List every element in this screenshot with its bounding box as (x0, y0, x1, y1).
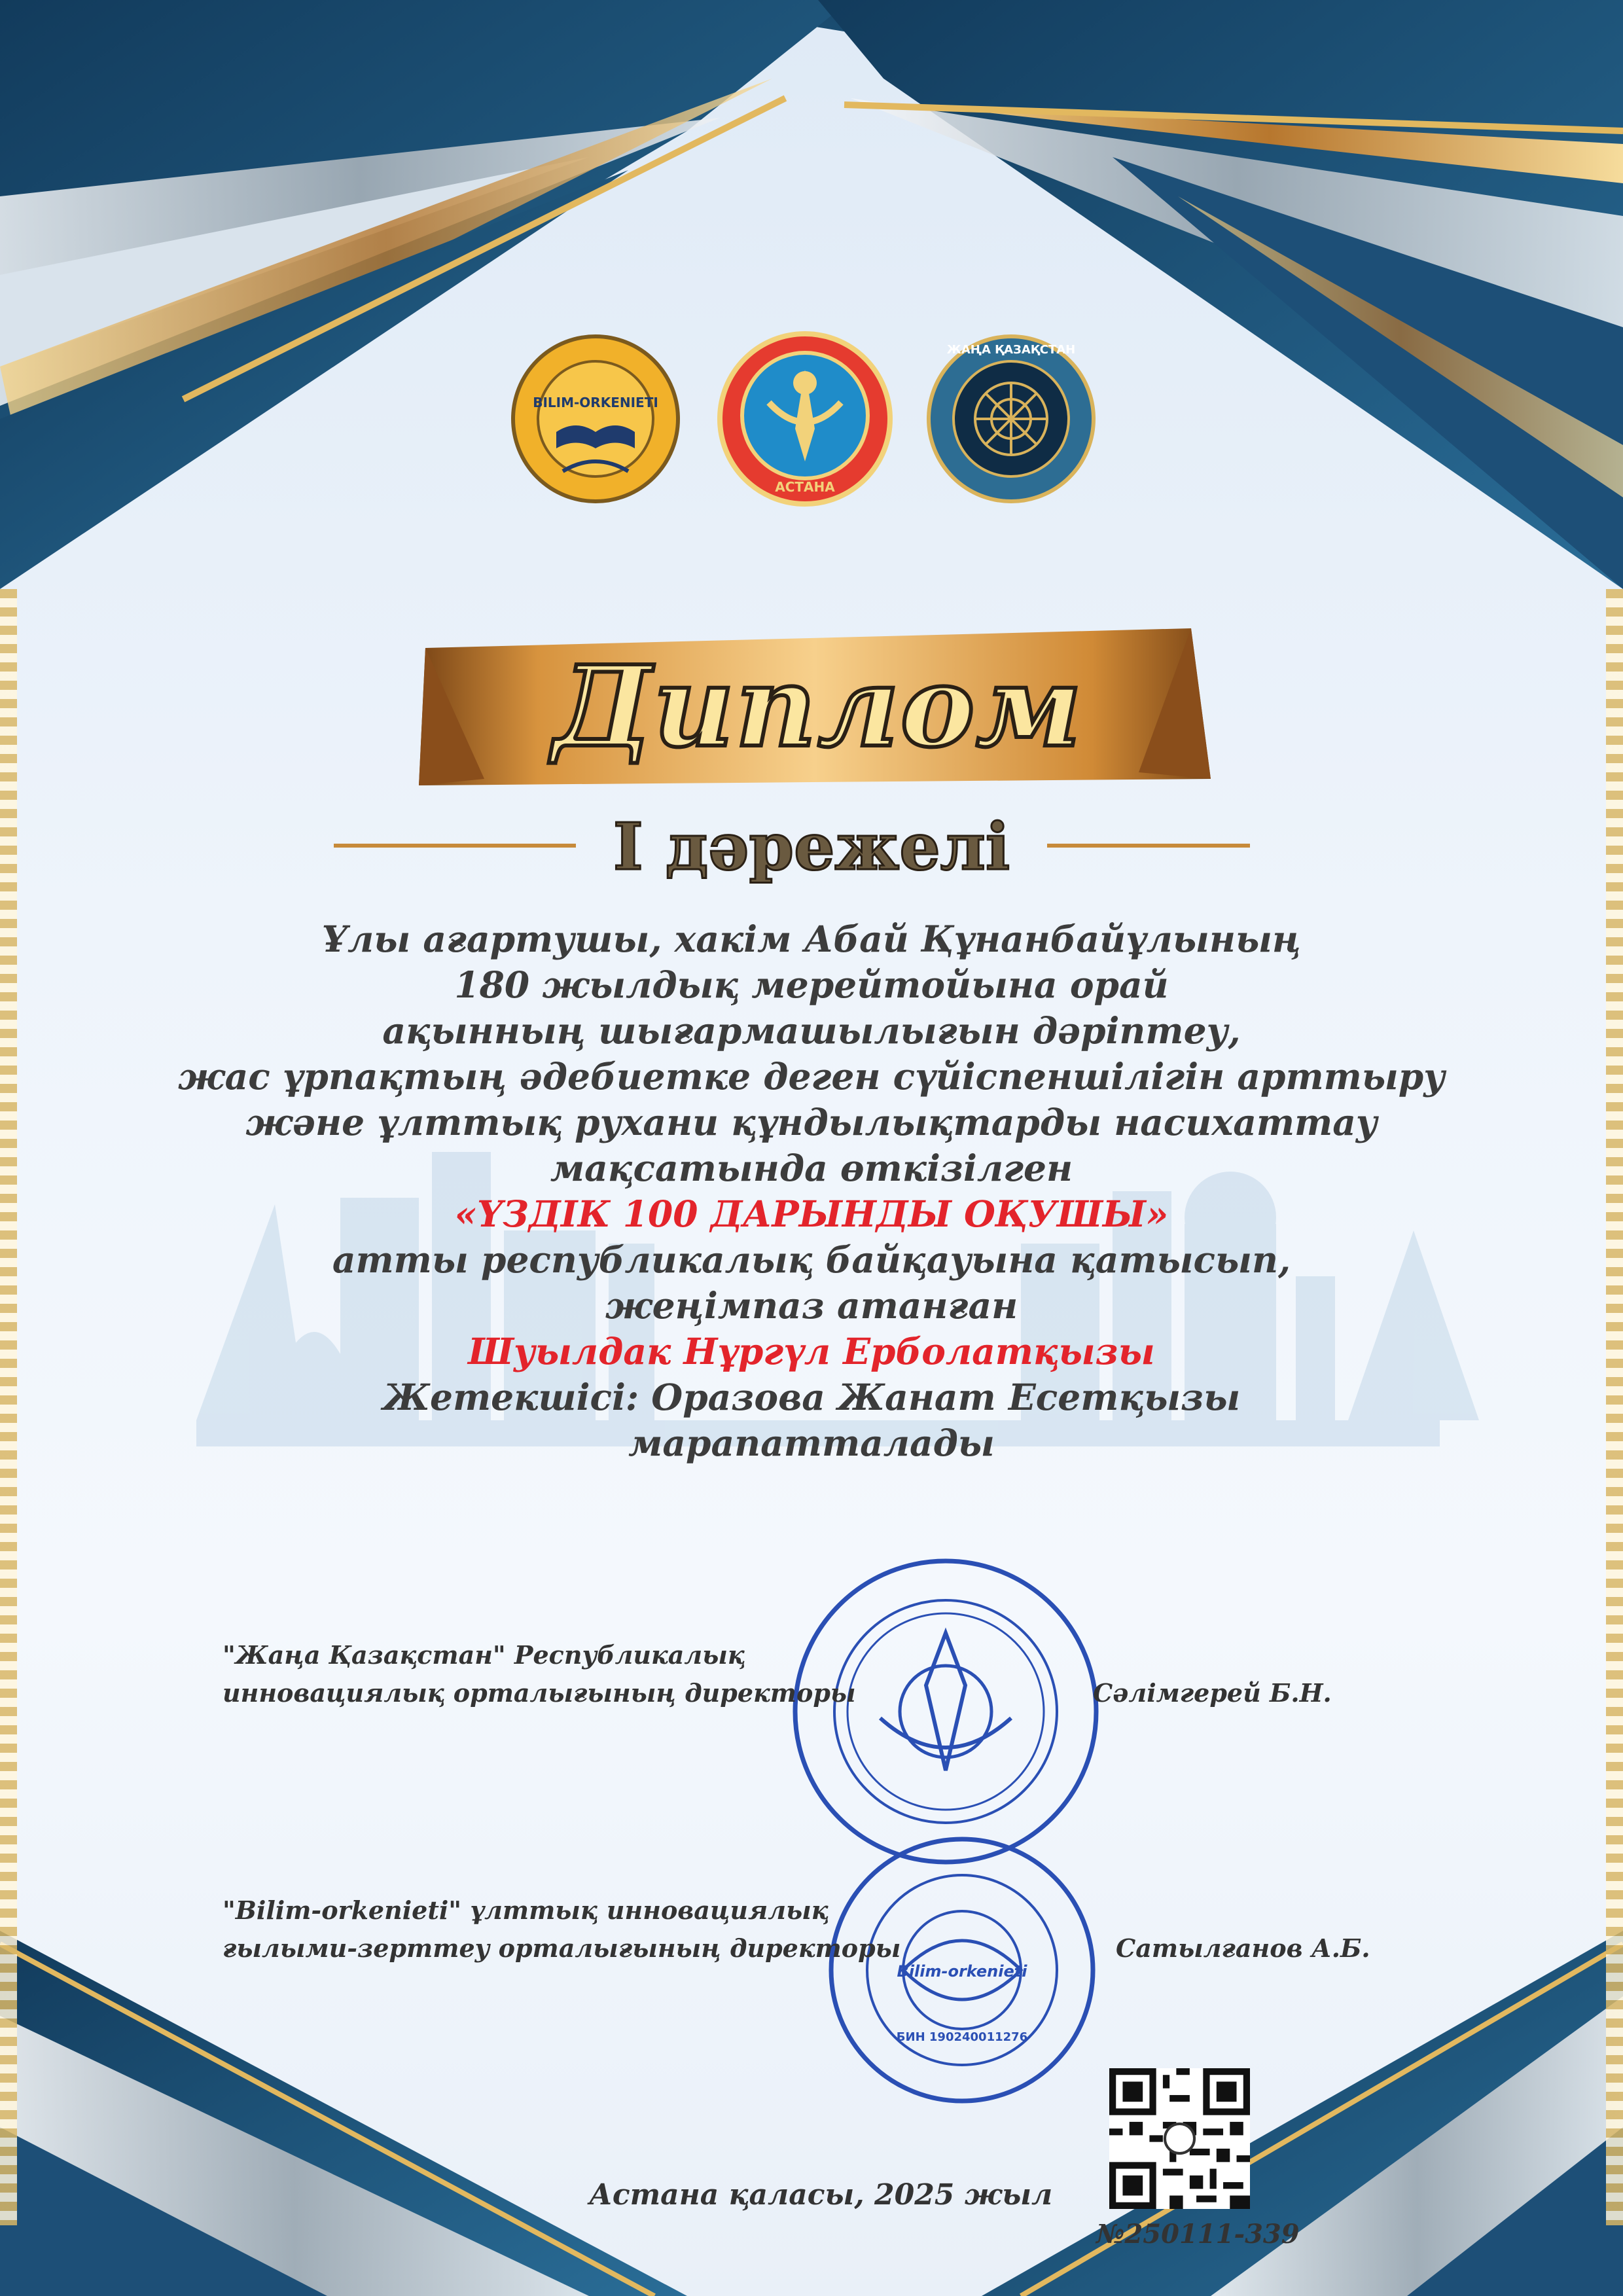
astana-emblem (717, 331, 893, 507)
body-line: жас ұрпақтың әдебиетке деген сүйіспеншілігін арттыру (177, 1055, 1446, 1098)
svg-text:АСТАНА: АСТАНА (775, 479, 835, 495)
body-line: мақсатында өткізілген (550, 1147, 1073, 1189)
svg-text:БИН 190240011276: БИН 190240011276 (896, 2030, 1028, 2044)
body-line: және ұлттық рухани құндылықтарды насихаттау (245, 1101, 1378, 1143)
diploma-title: Диплом (553, 641, 1083, 772)
body-line: атты республикалық байқауына қатысып, (332, 1238, 1291, 1281)
zhana-kazakhstan-logo (926, 334, 1096, 504)
body-line: 180 жылдық мерейтойына орай (454, 963, 1169, 1006)
body-line: Ұлы ағартушы, хакім Абай Құнанбайұлының (321, 918, 1302, 960)
bilim-orkenieti-logo (510, 334, 681, 504)
signature-block-1 (223, 1636, 856, 1712)
signature-name-1: Сәлімгерей Б.Н. (1093, 1678, 1332, 1708)
svg-text:Bilim-orkenieti: Bilim-orkenieti (897, 1962, 1027, 1981)
signature-org-line: инновациялық орталығының директоры (223, 1678, 856, 1708)
signature-org-line: "Bilim-orkenieti" ұлттық инновациялық (223, 1895, 829, 1925)
signature-name-2: Сатылғанов А.Б. (1116, 1933, 1370, 1963)
signature-block-2 (223, 1892, 901, 1967)
degree-label: І дәрежелі (613, 810, 1010, 885)
mentor-line: Жетекшісі: Оразова Жанат Есетқызы (382, 1376, 1241, 1418)
svg-text:ЖАҢА ҚАЗАҚСТАН: ЖАҢА ҚАЗАҚСТАН (946, 343, 1076, 357)
body-line: жеңімпаз атанған (605, 1284, 1018, 1327)
place-year: Астана қаласы, 2025 жыл (589, 2178, 1053, 2212)
signature-org-line: ғылыми-зерттеу орталығының директоры (223, 1933, 901, 1963)
body-text (0, 916, 1623, 1466)
winner-name: Шуылдак Нұргүл Ерболатқызы (468, 1330, 1155, 1372)
qr-code-graphic (1109, 2068, 1250, 2209)
stamp-bottom (825, 1833, 1099, 2108)
signature-org-line: "Жаңа Қазақстан" Республикалық (223, 1640, 745, 1670)
body-line: ақынның шығармашылығын дәріптеу, (382, 1009, 1241, 1052)
qr-code (1109, 2068, 1250, 2209)
contest-name: «ҮЗДІК 100 ДАРЫНДЫ ОҚУШЫ» (454, 1193, 1169, 1235)
award-line: марапатталады (628, 1422, 995, 1464)
svg-text:BILIM-ORKENIETI: BILIM-ORKENIETI (533, 395, 658, 410)
diploma-number: №250111-339 (1096, 2219, 1300, 2250)
